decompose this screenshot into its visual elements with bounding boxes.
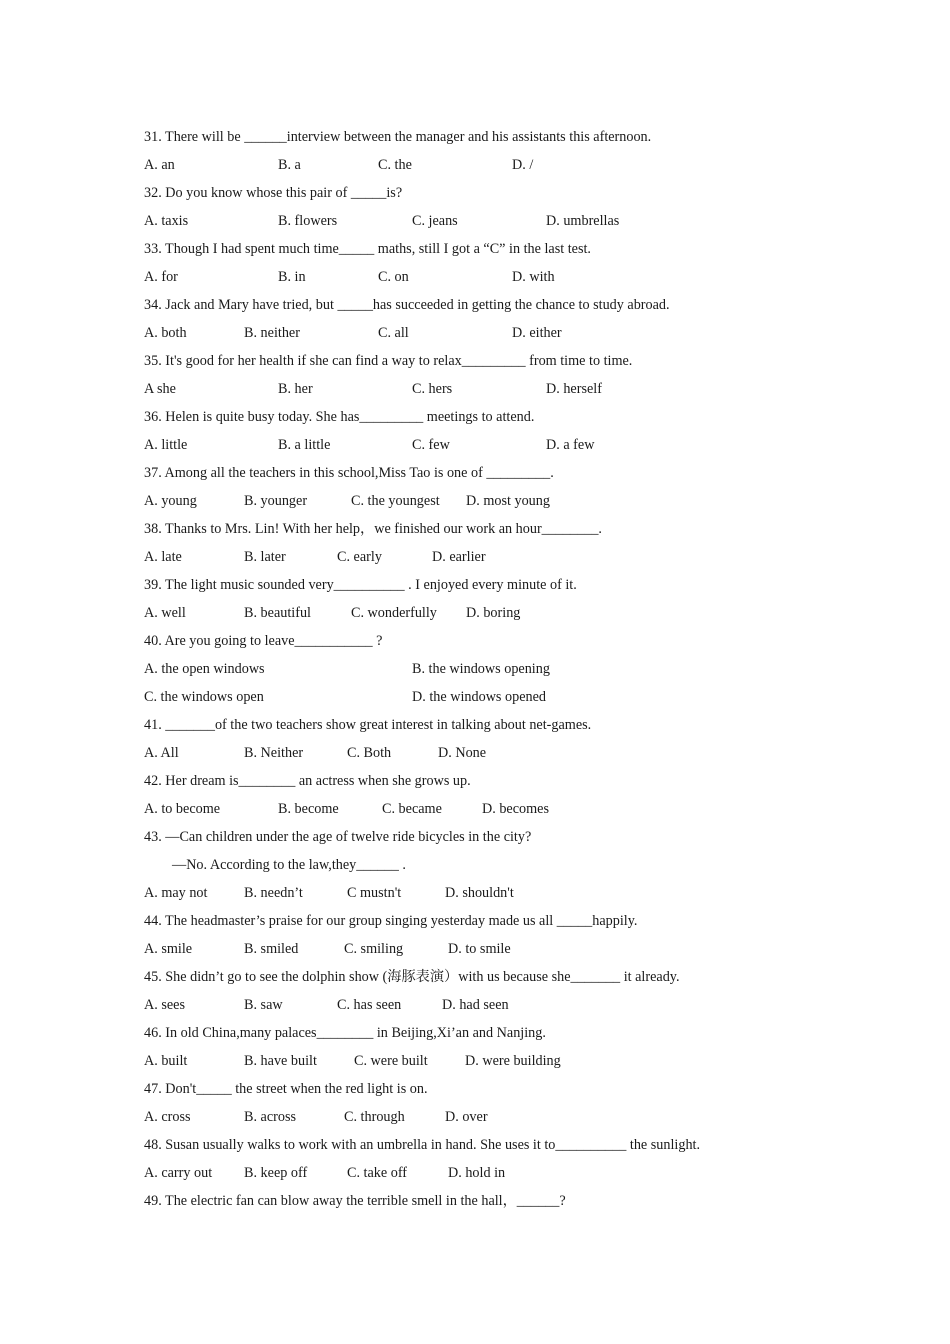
answer-option[interactable]: D. either <box>512 325 562 341</box>
answer-option[interactable]: B. across <box>244 1109 297 1125</box>
answer-option[interactable]: D. to smile <box>448 941 511 957</box>
answer-option[interactable]: A. carry out <box>144 1165 213 1181</box>
answer-option[interactable]: C. all <box>378 325 409 341</box>
options-row <box>0 323 950 343</box>
answer-option[interactable]: D. over <box>445 1109 488 1125</box>
question-text: 43. —Can children under the age of twelve ride bicycles in the city? <box>144 829 532 845</box>
answer-option[interactable]: D. umbrellas <box>546 213 620 229</box>
answer-option[interactable]: A. may not <box>144 885 208 901</box>
question-text: 48. Susan usually walks to work with an umbrella in hand. She uses it to__________ the sunlight. <box>144 1137 701 1153</box>
answer-option[interactable]: C. smiling <box>344 941 404 957</box>
options-row <box>0 659 950 679</box>
options-row <box>0 687 950 707</box>
question-text: 47. Don't_____ the street when the red light is on. <box>144 1081 428 1097</box>
options-row <box>0 435 950 455</box>
answer-option[interactable]: B. saw <box>244 997 283 1013</box>
options-row <box>0 883 950 903</box>
answer-option[interactable]: B. the windows opening <box>412 661 550 677</box>
answer-option[interactable]: D. shouldn't <box>445 885 514 901</box>
answer-option[interactable]: B. needn’t <box>244 885 303 901</box>
answer-option[interactable]: D. earlier <box>432 549 486 565</box>
answer-option[interactable]: A. smile <box>144 941 193 957</box>
options-row <box>0 267 950 287</box>
answer-option[interactable]: B. in <box>278 269 306 285</box>
answer-option[interactable]: D. with <box>512 269 555 285</box>
question-text: 38. Thanks to Mrs. Lin! With her help，we finished our work an hour________. <box>144 521 602 537</box>
question-text: 45. She didn’t go to see the dolphin show (海豚表演）with us because she_______ it already. <box>144 969 680 985</box>
question-text: 34. Jack and Mary have tried, but _____has succeeded in getting the chance to study abroad. <box>144 297 670 313</box>
question-text: 41. _______of the two teachers show great interest in talking about net-games. <box>144 717 592 733</box>
answer-option[interactable]: A she <box>144 381 176 397</box>
answer-option[interactable]: B. Neither <box>244 745 304 761</box>
answer-option[interactable]: B. smiled <box>244 941 299 957</box>
answer-option[interactable]: B. younger <box>244 493 308 509</box>
answer-option[interactable]: C. few <box>412 437 450 453</box>
answer-option[interactable]: B. keep off <box>244 1165 308 1181</box>
answer-option[interactable]: D. hold in <box>448 1165 506 1181</box>
answer-option[interactable]: C. Both <box>347 745 392 761</box>
answer-option[interactable]: A. young <box>144 493 197 509</box>
question-text: 44. The headmaster’s praise for our group singing yesterday made us all _____happily. <box>144 913 638 929</box>
answer-option[interactable]: A. built <box>144 1053 188 1069</box>
options-row <box>0 995 950 1015</box>
answer-option[interactable]: A. both <box>144 325 187 341</box>
answer-option[interactable]: C. were built <box>354 1053 428 1069</box>
answer-option[interactable]: C. the windows open <box>144 689 264 705</box>
question-text: 49. The electric fan can blow away the terrible smell in the hall，______? <box>144 1193 566 1209</box>
answer-option[interactable]: A. well <box>144 605 186 621</box>
answer-option[interactable]: C mustn't <box>347 885 402 901</box>
answer-option[interactable]: D. had seen <box>442 997 509 1013</box>
options-row <box>0 491 950 511</box>
answer-option[interactable]: D. a few <box>546 437 595 453</box>
answer-option[interactable]: A. for <box>144 269 178 285</box>
answer-option[interactable]: A. late <box>144 549 182 565</box>
options-row <box>0 799 950 819</box>
answer-option[interactable]: D. / <box>512 157 534 173</box>
answer-option[interactable]: A. an <box>144 157 175 173</box>
question-text: 35. It's good for her health if she can find a way to relax_________ from time to time. <box>144 353 633 369</box>
answer-option[interactable]: A. taxis <box>144 213 189 229</box>
answer-option[interactable]: C. the youngest <box>351 493 440 509</box>
answer-option[interactable]: B. neither <box>244 325 300 341</box>
answer-option[interactable]: D. None <box>438 745 487 761</box>
answer-option[interactable]: D. boring <box>466 605 521 621</box>
answer-option[interactable]: D. most young <box>466 493 550 509</box>
answer-option[interactable]: A. to become <box>144 801 221 817</box>
answer-option[interactable]: A. cross <box>144 1109 191 1125</box>
question-text: 32. Do you know whose this pair of _____is? <box>144 185 403 201</box>
answer-option[interactable]: B. a little <box>278 437 331 453</box>
question-text: 31. There will be ______interview between the manager and his assistants this afternoon. <box>144 129 652 145</box>
question-text: 33. Though I had spent much time_____ maths, still I got a “C” in the last test. <box>144 241 591 257</box>
answer-option[interactable]: D. were building <box>465 1053 561 1069</box>
options-row <box>0 547 950 567</box>
answer-option[interactable]: C. the <box>378 157 412 173</box>
answer-option[interactable]: D. herself <box>546 381 602 397</box>
options-row <box>0 379 950 399</box>
answer-option[interactable]: B. become <box>278 801 339 817</box>
answer-option[interactable]: B. beautiful <box>244 605 311 621</box>
answer-option[interactable]: B. a <box>278 157 301 173</box>
options-row <box>0 155 950 175</box>
answer-option[interactable]: D. becomes <box>482 801 549 817</box>
answer-option[interactable]: C. take off <box>347 1165 408 1181</box>
options-row <box>0 1051 950 1071</box>
options-row <box>0 1163 950 1183</box>
options-row <box>0 603 950 623</box>
question-text: 39. The light music sounded very__________ . I enjoyed every minute of it. <box>144 577 577 593</box>
question-text: 42. Her dream is________ an actress when she grows up. <box>144 773 471 789</box>
answer-option[interactable]: C. became <box>382 801 442 817</box>
question-text: —No. According to the law,they______ . <box>172 857 406 873</box>
options-row <box>0 1107 950 1127</box>
question-text: 46. In old China,many palaces________ in Beijing,Xi’an and Nanjing. <box>144 1025 546 1041</box>
answer-option[interactable]: C. has seen <box>337 997 402 1013</box>
answer-option[interactable]: B. flowers <box>278 213 338 229</box>
answer-option[interactable]: B. have built <box>244 1053 317 1069</box>
question-text: 37. Among all the teachers in this school,Miss Tao is one of _________. <box>144 465 554 481</box>
answer-option[interactable]: C. through <box>344 1109 405 1125</box>
answer-option[interactable]: A. the open windows <box>144 661 265 677</box>
answer-option[interactable]: C. on <box>378 269 409 285</box>
options-row <box>0 743 950 763</box>
question-text: 36. Helen is quite busy today. She has_________ meetings to attend. <box>144 409 535 425</box>
answer-option[interactable]: C. jeans <box>412 213 458 229</box>
answer-option[interactable]: A. All <box>144 745 179 761</box>
options-row <box>0 211 950 231</box>
options-row <box>0 939 950 959</box>
answer-option[interactable]: A. little <box>144 437 188 453</box>
answer-option[interactable]: B. her <box>278 381 313 397</box>
answer-option[interactable]: B. later <box>244 549 286 565</box>
answer-option[interactable]: C. wonderfully <box>351 605 437 621</box>
question-text: 40. Are you going to leave___________ ? <box>144 633 383 649</box>
answer-option[interactable]: C. early <box>337 549 382 565</box>
answer-option[interactable]: A. sees <box>144 997 185 1013</box>
answer-option[interactable]: C. hers <box>412 381 453 397</box>
answer-option[interactable]: D. the windows opened <box>412 689 546 705</box>
